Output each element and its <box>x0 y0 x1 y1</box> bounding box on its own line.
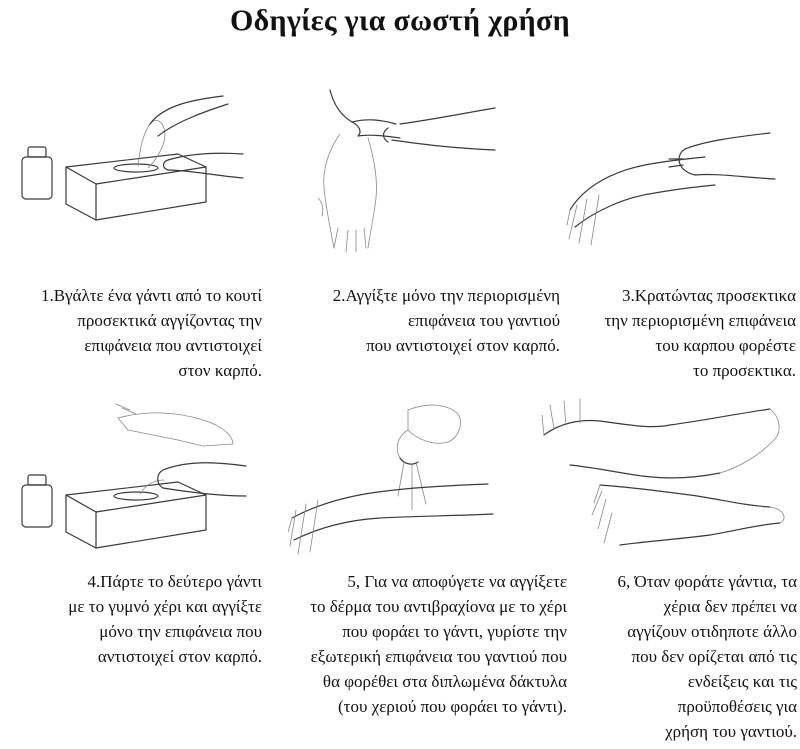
step-1-illustration <box>18 92 248 222</box>
caption-line: ενδείξεις και τις <box>687 672 797 691</box>
caption-line: μόνο την επιφάνεια που <box>99 622 262 641</box>
caption-line: επιφάνεια του γαντιού <box>408 311 560 330</box>
caption-line: που δεν ορίζεται από τις <box>631 647 797 666</box>
caption-line: 2.Αγγίξτε μόνο την περιορισμένη <box>332 286 560 305</box>
step-6-caption <box>572 569 797 744</box>
caption-line: 5, Για να αποφύγετε να αγγίξετε <box>347 572 567 591</box>
step-2-caption <box>284 283 560 358</box>
caption-line: αντιστοιχεί στον καρπό. <box>97 647 262 666</box>
step-5-caption <box>262 569 567 719</box>
caption-line: που φοράει το γάντι, γυρίστε την <box>342 622 567 641</box>
caption-line: προϋποθέσεις για <box>677 697 797 716</box>
caption-line: του καρπου φορέστε <box>655 336 796 355</box>
step-1-caption <box>0 283 262 383</box>
caption-line: εξωτερική επιφάνεια του γαντιού που <box>310 647 567 666</box>
caption-line: αγγίζουν οτιδηποτε άλλο <box>627 622 797 641</box>
caption-line: που αντιστοιχεί στον καρπό. <box>366 336 560 355</box>
caption-line: 1.Βγάλτε ένα γάντι από το κουτί <box>40 286 262 305</box>
step-2-illustration <box>300 88 500 258</box>
step-3-illustration <box>565 115 785 250</box>
caption-line: θα φορέθει στα διπλωμένα δάκτυλα <box>322 672 567 691</box>
step-6-illustration <box>540 395 790 570</box>
page-title: Οδηγίες για σωστή χρήση <box>230 4 570 37</box>
step-4-caption <box>0 569 262 669</box>
step-4-illustration <box>18 400 248 550</box>
caption-line: επιφάνεια που αντιστοιχεί <box>84 336 262 355</box>
caption-line: 3.Κρατώντας προσεκτικα <box>621 286 796 305</box>
caption-line: με το γυμνό χέρι και αγγίξτε <box>68 597 262 616</box>
caption-line: την περιορισμένη επιφάνεια <box>604 311 796 330</box>
caption-line: το δέρμα του αντιβραχίονα με το χέρι <box>310 597 567 616</box>
caption-line: 6, Όταν φοράτε γάντια, τα <box>617 572 797 591</box>
caption-line: (του χεριού που φοράει το γάντι). <box>338 697 567 716</box>
caption-line: χρήση του γαντιού. <box>665 722 797 741</box>
step-3-caption <box>566 283 796 383</box>
caption-line: χέρια δεν πρέπει να <box>663 597 797 616</box>
caption-line: το προσεκτικα. <box>693 361 796 380</box>
caption-line: 4.Πάρτε το δεύτερο γάντι <box>87 572 262 591</box>
caption-line: προσεκτικά αγγίζοντας την <box>77 311 262 330</box>
caption-line: στον καρπό. <box>178 361 262 380</box>
step-5-illustration <box>288 400 503 560</box>
